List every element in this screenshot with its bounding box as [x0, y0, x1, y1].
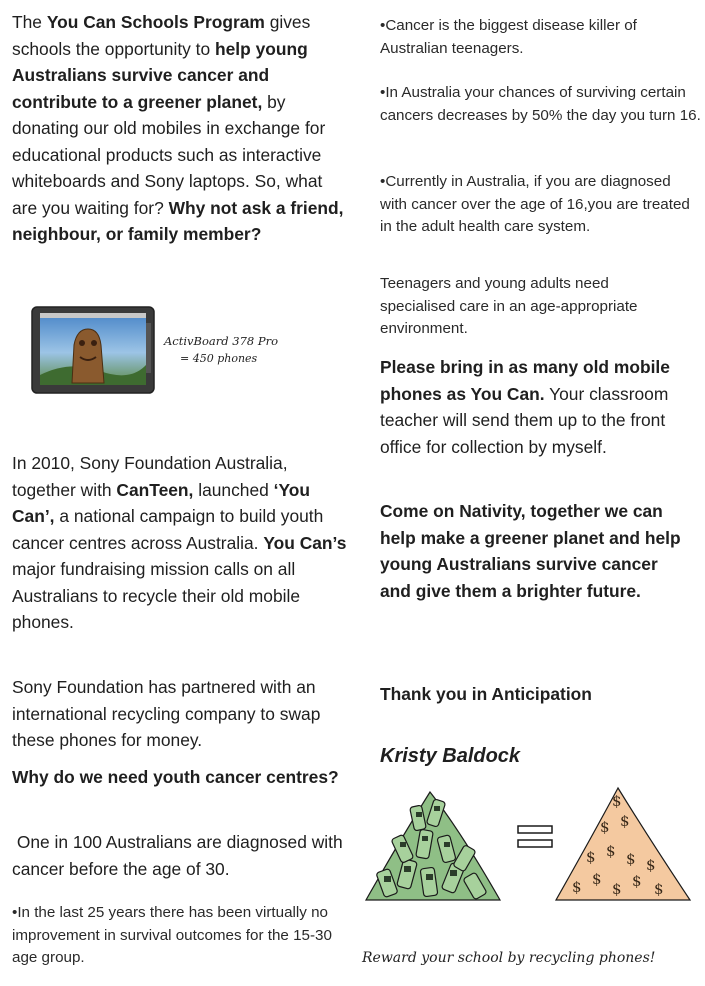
svg-text:$: $ [654, 880, 664, 898]
survival-chance-bullet: •In Australia your chances of surviving certain cancers decreases by 50% the day you turn 16. [380, 84, 701, 124]
history-text-1: In 2010, Sony Foundation Australia, together with [12, 453, 288, 500]
totem-carving [72, 329, 104, 383]
board-caption-line-2: = 450 phones [180, 352, 258, 365]
program-name: You Can Schools Program [46, 12, 265, 32]
intro-text-3: by donating our old mobiles in exchange for educational products such as interactive whiteboards and Sony laptops. So, what are you waiting for? [12, 91, 326, 218]
history-text-3: a national campaign to build youth cancer centres across Australia. [12, 506, 324, 553]
bring-phones-highlight: Please bring in as many old mobile phones as You Can. [380, 357, 670, 404]
diagnosis-stat: One in 100 Australians are diagnosed with cancer before the age of 30. [12, 832, 348, 879]
history-text-4: major fundraising mission calls on all Australians to recycle their old mobile phones. [12, 559, 301, 632]
call-to-action: Come on Nativity, together we can help make a greener planet and help young Australians survive cancer and give them a brighter future. [380, 501, 681, 601]
svg-text:$: $ [612, 880, 622, 898]
intro-text-1: The [12, 12, 47, 32]
svg-text:$: $ [620, 812, 630, 830]
history-paragraph [12, 450, 347, 636]
svg-text:$: $ [646, 856, 656, 874]
svg-text:$: $ [606, 842, 616, 860]
campaign-possessive: You Can’s [263, 532, 347, 553]
recycling-caption: Reward your school by recycling phones! [362, 950, 656, 966]
intro-paragraph [12, 9, 347, 248]
partner-paragraph: Sony Foundation has partnered with an international recycling company to swap these phones for money. [12, 677, 321, 750]
disease-killer-bullet: •Cancer is the biggest disease killer of Australian teenagers. [380, 17, 637, 57]
svg-text:$: $ [612, 792, 622, 810]
specialised-care-text: Teenagers and young adults need specialised care in an age-appropriate environment. [380, 275, 638, 338]
canteen-name: CanTeen, [116, 479, 194, 500]
money-pile [556, 788, 690, 900]
survival-bullet: •In the last 25 years there has been virtually no improvement in survival outcomes for the 15-30 age group. [12, 904, 332, 967]
svg-text:$: $ [592, 870, 602, 888]
equals-sign [518, 826, 552, 847]
bring-phones-text: Your classroom teacher will send them up to the front office for collection by myself. [380, 383, 669, 457]
intro-question: Why not ask a friend, neighbour, or family member? [12, 197, 344, 244]
svg-text:$: $ [632, 872, 642, 890]
svg-text:$: $ [572, 878, 582, 896]
campaign-name: ‘You Can’, [12, 479, 311, 526]
svg-text:$: $ [586, 848, 596, 866]
activboard-illustration [30, 305, 340, 397]
adult-care-bullet: •Currently in Australia, if you are diagnosed with cancer over the age of 16,you are treated in the adult health care system. [380, 173, 690, 236]
svg-text:$: $ [626, 850, 636, 868]
thanks-line: Thank you in Anticipation [380, 684, 592, 704]
phones-to-money-illustration [360, 780, 700, 910]
signature: Kristy Baldock [380, 745, 521, 767]
intro-highlight: help young Australians survive cancer and contribute to a greener planet, [12, 38, 308, 112]
history-text-2: launched [193, 479, 274, 500]
youth-centres-question: Why do we need youth cancer centres? [12, 767, 339, 787]
board-caption-line-1: ActivBoard 378 Pro [164, 334, 279, 348]
bring-phones-paragraph [380, 354, 690, 460]
svg-text:$: $ [600, 818, 610, 836]
phone-pile [366, 792, 500, 900]
intro-text-2: gives schools the opportunity to [12, 12, 311, 59]
